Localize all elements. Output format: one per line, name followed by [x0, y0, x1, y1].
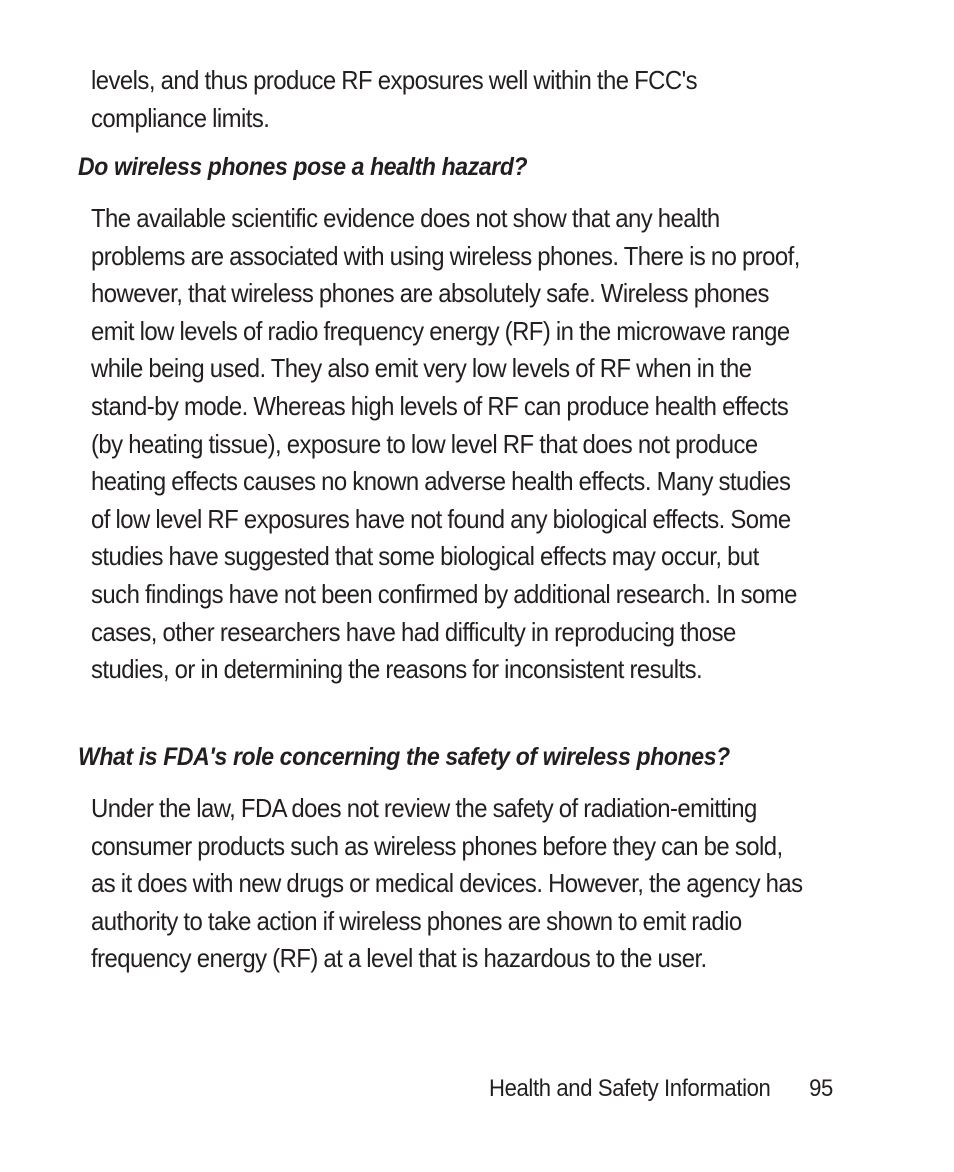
section-heading-health-hazard: Do wireless phones pose a health hazard?	[78, 153, 528, 181]
page-number: 95	[809, 1075, 833, 1102]
continued-paragraph: levels, and thus produce RF exposures well within the FCC's compliance limits.	[91, 65, 698, 133]
section-body-health-hazard: The available scientific evidence does not show that any health problems are associated with using wireless phones. There is no proof, however, that wireless phones are absolutely safe. Wireless phones emit low levels of radio frequency energy (RF) in the microwave range while being used. They also emit very low levels of RF when in the stand-by mode. Whereas high levels of RF can produce health effects (by heating tissue), exposure to low level RF that does not produce heating effects causes no known adverse health effects. Many studies of low level RF exposures have not found any biological effects. Some studies have suggested that some biological effects may occur, but such findings have not been confirmed by additional research. In some cases, other researchers have had difficulty in reproducing those studies, or in determining the reasons for inconsistent results.	[91, 203, 800, 685]
section-heading-fda-role: What is FDA's role concerning the safety of wireless phones?	[78, 743, 730, 771]
footer-section-title: Health and Safety Information	[489, 1075, 771, 1102]
section-body-fda-role: Under the law, FDA does not review the safety of radiation-emitting consumer products such as wireless phones before they can be sold, as it does with new drugs or medical devices. However, the agency has authority to take action if wireless phones are shown to emit radio frequency energy (RF) at a level that is hazardous to the user.	[91, 793, 803, 974]
page-footer	[489, 1074, 839, 1104]
